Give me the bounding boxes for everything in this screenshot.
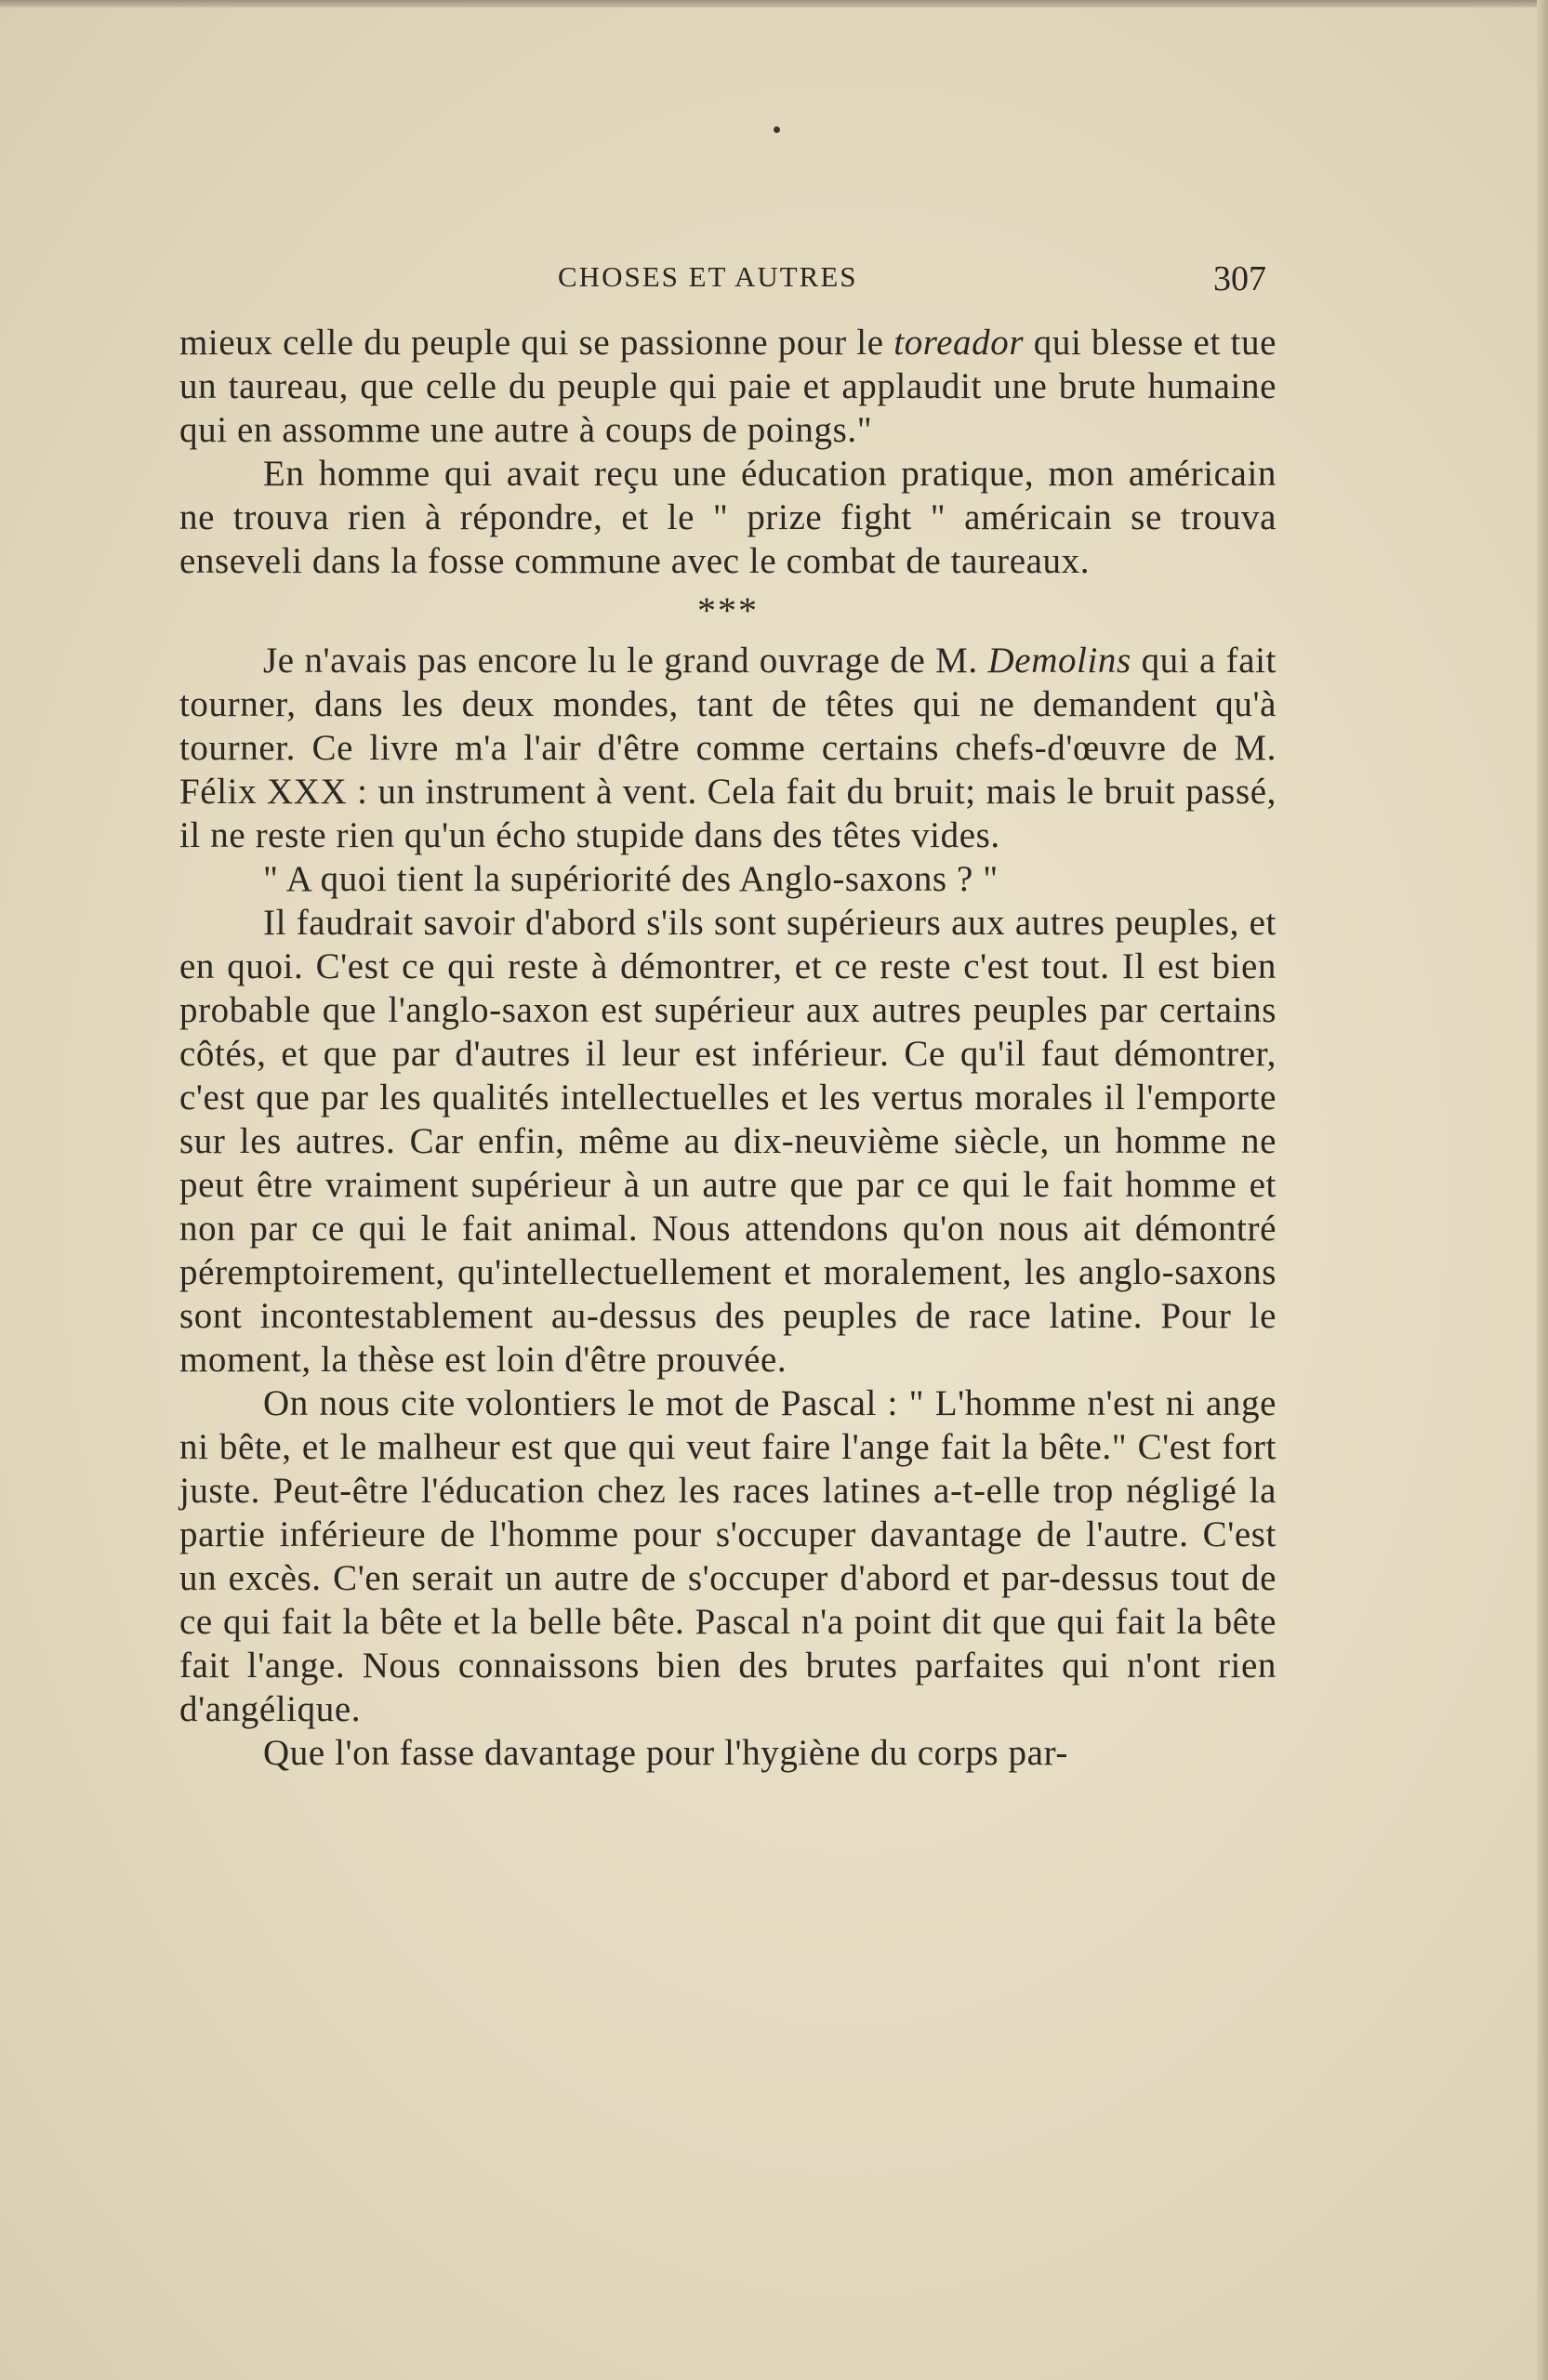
running-title: CHOSES ET AUTRES [558, 260, 858, 293]
page-top-edge [0, 0, 1548, 7]
paragraph-text: mieux celle du peuple qui se passionne pour le [179, 323, 894, 363]
paragraph-text: qui a fait tourner, dans les deux mondes, tant de têtes qui ne demandent qu'à tourner. Ce livre m'a l'air d'être comme certains chefs-d'œuvre de M. Félix XXX : un instrument à vent. Cela fait du bruit; mais le bruit passé, il ne reste rien qu'un écho stupide dans des têtes vides. [179, 641, 1277, 855]
section-separator-asterism: *** [697, 589, 759, 631]
page-header [0, 260, 1548, 298]
paragraph: En homme qui avait reçu une éducation pratique, mon américain ne trouva rien à répondre, et le " prize fight " américain se trouva enseveli dans la fosse commune avec le combat de taureaux. [179, 454, 1277, 581]
italic-name: Demolins [987, 641, 1131, 681]
italic-term: toreador [893, 323, 1025, 363]
page-right-edge [1537, 0, 1548, 2380]
paragraph: Que l'on fasse davantage pour l'hygiène du corps par- [263, 1733, 1068, 1773]
print-mark [774, 126, 780, 133]
paragraph-text: qui blesse et tue un taureau, que celle du peuple qui paie et applaudit une brute humaine qui en assomme une autre à coups de poings." [179, 323, 1277, 450]
paragraph-text: Je n'avais pas encore lu le grand ouvrage de M. [263, 641, 988, 681]
page-number: 307 [1213, 259, 1266, 298]
body-text [179, 321, 1277, 1775]
paragraph-continued [179, 321, 1277, 452]
paragraph-quote: " A quoi tient la supériorité des Anglo-saxons ? " [263, 859, 999, 899]
paragraph [179, 639, 1277, 857]
paragraph: Il faudrait savoir d'abord s'ils sont supérieurs aux autres peuples, et en quoi. C'est ce qui reste à démontrer, et ce reste c'est tout. Il est bien probable que l'anglo-saxon est supérieur aux autres peuples par certains côtés, et que par d'autres il leur est inférieur. Ce qu'il faut démontrer, c'est que par les qualités intellectuelles et les vertus morales il l'emporte sur les autres. Car enfin, même au dix-neuvième siècle, un homme ne peut être vraiment supérieur à un autre que par ce qui le fait homme et non par ce qui le fait animal. Nous attendons qu'on nous ait démontré péremptoirement, qu'intellectuellement et moralement, les anglo-saxons sont incontestablement au-dessus des peuples de race latine. Pour le moment, la thèse est loin d'être prouvée. [179, 903, 1277, 1380]
paragraph: On nous cite volontiers le mot de Pascal : " L'homme n'est ni ange ni bête, et le malheur est que qui veut faire l'ange fait la bête." C'est fort juste. Peut-être l'éducation chez les races latines a-t-elle trop négligé la partie inférieure de l'homme pour s'occuper davantage de l'autre. C'est un excès. C'en serait un autre de s'occuper d'abord et par-dessus tout de ce qui fait la bête et la belle bête. Pascal n'a point dit que qui fait la bête fait l'ange. Nous connaissons bien des brutes parfaites qui n'ont rien d'angélique. [179, 1383, 1277, 1729]
